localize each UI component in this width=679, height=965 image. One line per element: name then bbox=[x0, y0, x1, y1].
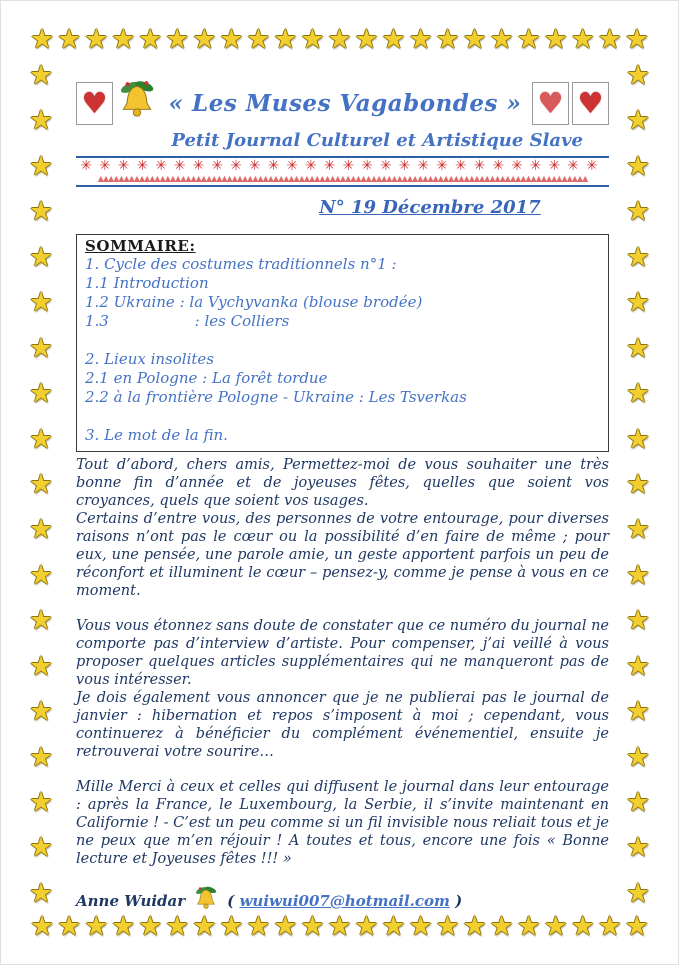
star-icon: ★ bbox=[462, 913, 487, 942]
star-icon: ★ bbox=[625, 696, 651, 728]
star-icon: ★ bbox=[516, 26, 541, 55]
star-icon: ★ bbox=[28, 605, 54, 637]
star-icon: ★ bbox=[625, 62, 651, 91]
christmas-bell-icon bbox=[116, 78, 158, 128]
star-icon: ★ bbox=[165, 913, 190, 942]
star-icon: ★ bbox=[28, 423, 54, 455]
star-icon: ★ bbox=[28, 378, 54, 410]
star-icon: ★ bbox=[84, 913, 109, 942]
star-icon: ★ bbox=[30, 26, 55, 55]
star-icon: ★ bbox=[381, 913, 406, 942]
heart-icon: ♥ bbox=[577, 85, 604, 120]
star-icon: ★ bbox=[246, 26, 271, 55]
toc-item: 2.2 à la frontière Pologne - Ukraine : Les Tsverkas bbox=[85, 388, 467, 406]
star-icon: ★ bbox=[625, 196, 651, 228]
star-icon: ★ bbox=[408, 913, 433, 942]
star-icon: ★ bbox=[28, 62, 54, 91]
star-icon: ★ bbox=[273, 913, 298, 942]
header bbox=[76, 78, 609, 128]
star-icon: ★ bbox=[570, 913, 595, 942]
heart-icon: ♥ bbox=[81, 85, 108, 120]
star-border-top bbox=[30, 26, 649, 56]
star-icon: ★ bbox=[57, 913, 82, 942]
email-wrap bbox=[227, 892, 462, 910]
paragraph: Je dois également vous annoncer que je ne publierai pas le journal de janvier : hibernation et repos s’imposent à moi ; cependant, vous continuerez à bénéficier du complément événementiel, ensuite je retrouverai votre sourire… bbox=[76, 690, 609, 760]
star-icon: ★ bbox=[327, 26, 352, 55]
star-icon: ★ bbox=[625, 332, 651, 364]
star-icon: ★ bbox=[28, 877, 54, 907]
star-icon: ★ bbox=[489, 913, 514, 942]
star-icon: ★ bbox=[462, 26, 487, 55]
star-icon: ★ bbox=[300, 26, 325, 55]
star-icon: ★ bbox=[625, 650, 651, 682]
star-icon: ★ bbox=[28, 741, 54, 773]
star-icon: ★ bbox=[28, 468, 54, 500]
sommaire-heading: SOMMAIRE: bbox=[85, 237, 196, 255]
star-icon: ★ bbox=[625, 150, 651, 182]
toc-item bbox=[85, 331, 600, 350]
star-icon: ★ bbox=[435, 913, 460, 942]
page-content bbox=[76, 78, 609, 918]
star-icon: ★ bbox=[625, 514, 651, 546]
paragraph: Certains d’entre vous, des personnes de votre entourage, pour diverses raisons n’ont pas le cœur ou la possibilité d’en faire de même ; pour eux, une pensée, une parole amie, un geste apportent parfois un peu de réconfort et illuminent le cœur – pensez-y, comme je pense à vous en ce moment. bbox=[76, 511, 609, 599]
star-icon: ★ bbox=[165, 26, 190, 55]
star-icon: ★ bbox=[543, 26, 568, 55]
star-icon: ★ bbox=[625, 241, 651, 273]
editorial-text bbox=[76, 456, 609, 868]
star-icon: ★ bbox=[246, 913, 271, 942]
star-icon: ★ bbox=[624, 913, 649, 942]
page-subtitle: Petit Journal Culturel et Artistique Slave bbox=[171, 130, 583, 151]
star-icon: ★ bbox=[625, 378, 651, 410]
star-icon: ★ bbox=[597, 26, 622, 55]
star-icon: ★ bbox=[597, 913, 622, 942]
toc-item: 1.1 Introduction bbox=[85, 274, 209, 292]
star-icon: ★ bbox=[138, 913, 163, 942]
star-icon: ★ bbox=[28, 832, 54, 864]
star-icon: ★ bbox=[625, 605, 651, 637]
signature bbox=[76, 884, 609, 918]
star-icon: ★ bbox=[28, 196, 54, 228]
star-icon: ★ bbox=[219, 26, 244, 55]
ornament-motif-row: ✳✳✳✳✳✳✳✳✳✳✳✳✳✳✳✳✳✳✳✳✳✳✳✳✳✳✳✳ bbox=[80, 158, 605, 174]
ornament-band bbox=[76, 156, 609, 187]
star-icon: ★ bbox=[625, 468, 651, 500]
star-icon: ★ bbox=[28, 696, 54, 728]
star-icon: ★ bbox=[28, 287, 54, 319]
issue-number: N° 19 Décembre 2017 bbox=[319, 197, 541, 218]
star-icon: ★ bbox=[408, 26, 433, 55]
star-icon: ★ bbox=[354, 26, 379, 55]
star-icon: ★ bbox=[625, 741, 651, 773]
christmas-bell-icon bbox=[193, 884, 219, 918]
star-icon: ★ bbox=[625, 832, 651, 864]
star-icon: ★ bbox=[624, 26, 649, 55]
star-icon: ★ bbox=[111, 913, 136, 942]
star-icon: ★ bbox=[30, 913, 55, 942]
star-icon: ★ bbox=[354, 913, 379, 942]
paragraph: Vous vous étonnez sans doute de constater que ce numéro du journal ne comporte pas d’interview d’artiste. Pour compenser, j’ai veillé à vous proposer quelques articles supplémentaires qui ne manqueront pas de vous intéresser. bbox=[76, 618, 609, 688]
star-icon: ★ bbox=[192, 26, 217, 55]
star-icon: ★ bbox=[28, 559, 54, 591]
star-icon: ★ bbox=[28, 787, 54, 818]
cross-stitch-heart-image bbox=[572, 82, 609, 125]
paragraph: Mille Merci à ceux et celles qui diffusent le journal dans leur entourage : après la France, le Luxembourg, la Serbie, il s’invite maintenant en Californie ! - C’est un peu comme si un fil invisible nous reliait tous et je ne peux que m’en réjouir ! A toutes et tous, encore une fois « Bonne lecture et Joyeuses fêtes !!! » bbox=[76, 779, 609, 867]
star-icon: ★ bbox=[28, 105, 54, 137]
star-icon: ★ bbox=[28, 332, 54, 364]
star-border-left bbox=[26, 62, 56, 907]
star-icon: ★ bbox=[570, 26, 595, 55]
email-open-paren: ( bbox=[227, 892, 240, 910]
star-icon: ★ bbox=[192, 913, 217, 942]
star-icon: ★ bbox=[300, 913, 325, 942]
toc-item: 1. Cycle des costumes traditionnels n°1 : bbox=[85, 255, 397, 273]
ornament-zigzag-row: ▲▲▲▲▲▲▲▲▲▲▲▲▲▲▲▲▲▲▲▲▲▲▲▲▲▲▲▲▲▲▲▲▲▲▲▲▲▲▲▲▲▲▲▲▲▲▲▲▲▲▲▲▲▲▲▲▲▲▲▲▲▲▲▲▲▲▲▲▲▲▲▲▲▲▲▲▲▲▲▲▲▲▲▲▲▲▲▲▲▲▲▲▲▲▲ bbox=[97, 174, 588, 183]
header-left-images bbox=[76, 78, 158, 128]
star-icon: ★ bbox=[435, 26, 460, 55]
star-icon: ★ bbox=[625, 877, 651, 907]
toc-item: 1.2 Ukraine : la Vychyvanka (blouse brodée) bbox=[85, 293, 423, 311]
toc-item: 1.3 : les Colliers bbox=[85, 312, 290, 330]
star-icon: ★ bbox=[28, 650, 54, 682]
toc-item bbox=[85, 407, 600, 426]
heart-icon: ♥ bbox=[537, 85, 564, 120]
star-icon: ★ bbox=[28, 514, 54, 546]
cross-stitch-heart-image bbox=[532, 82, 569, 125]
page-title: « Les Muses Vagabondes » bbox=[168, 89, 522, 117]
star-icon: ★ bbox=[273, 26, 298, 55]
header-right-images bbox=[532, 82, 609, 125]
author-name: Anne Wuidar bbox=[76, 892, 186, 910]
star-icon: ★ bbox=[516, 913, 541, 942]
star-icon: ★ bbox=[28, 241, 54, 273]
star-icon: ★ bbox=[28, 150, 54, 182]
star-icon: ★ bbox=[625, 787, 651, 818]
star-icon: ★ bbox=[327, 913, 352, 942]
star-icon: ★ bbox=[543, 913, 568, 942]
star-icon: ★ bbox=[625, 105, 651, 137]
sommaire-box bbox=[76, 234, 609, 452]
cross-stitch-heart-image bbox=[76, 82, 113, 125]
star-icon: ★ bbox=[219, 913, 244, 942]
star-icon: ★ bbox=[138, 26, 163, 55]
toc-item: 2. Lieux insolites bbox=[85, 350, 214, 368]
star-icon: ★ bbox=[625, 559, 651, 591]
email-close-paren: ) bbox=[449, 892, 463, 910]
toc-item: 2.1 en Pologne : La forêt tordue bbox=[85, 369, 328, 387]
star-icon: ★ bbox=[489, 26, 514, 55]
email-link[interactable]: wuiwui007@hotmail.com bbox=[239, 892, 450, 910]
star-icon: ★ bbox=[381, 26, 406, 55]
toc-item: 3. Le mot de la fin. bbox=[85, 426, 228, 444]
star-icon: ★ bbox=[111, 26, 136, 55]
star-icon: ★ bbox=[625, 423, 651, 455]
star-icon: ★ bbox=[625, 287, 651, 319]
star-border-right bbox=[623, 62, 653, 907]
paragraph: Tout d’abord, chers amis, Permettez-moi de vous souhaiter une très bonne fin d’année et de joyeuses fêtes, quelles que soient vos croyances, quels que soient vos usages. bbox=[76, 457, 609, 509]
star-icon: ★ bbox=[57, 26, 82, 55]
star-icon: ★ bbox=[84, 26, 109, 55]
